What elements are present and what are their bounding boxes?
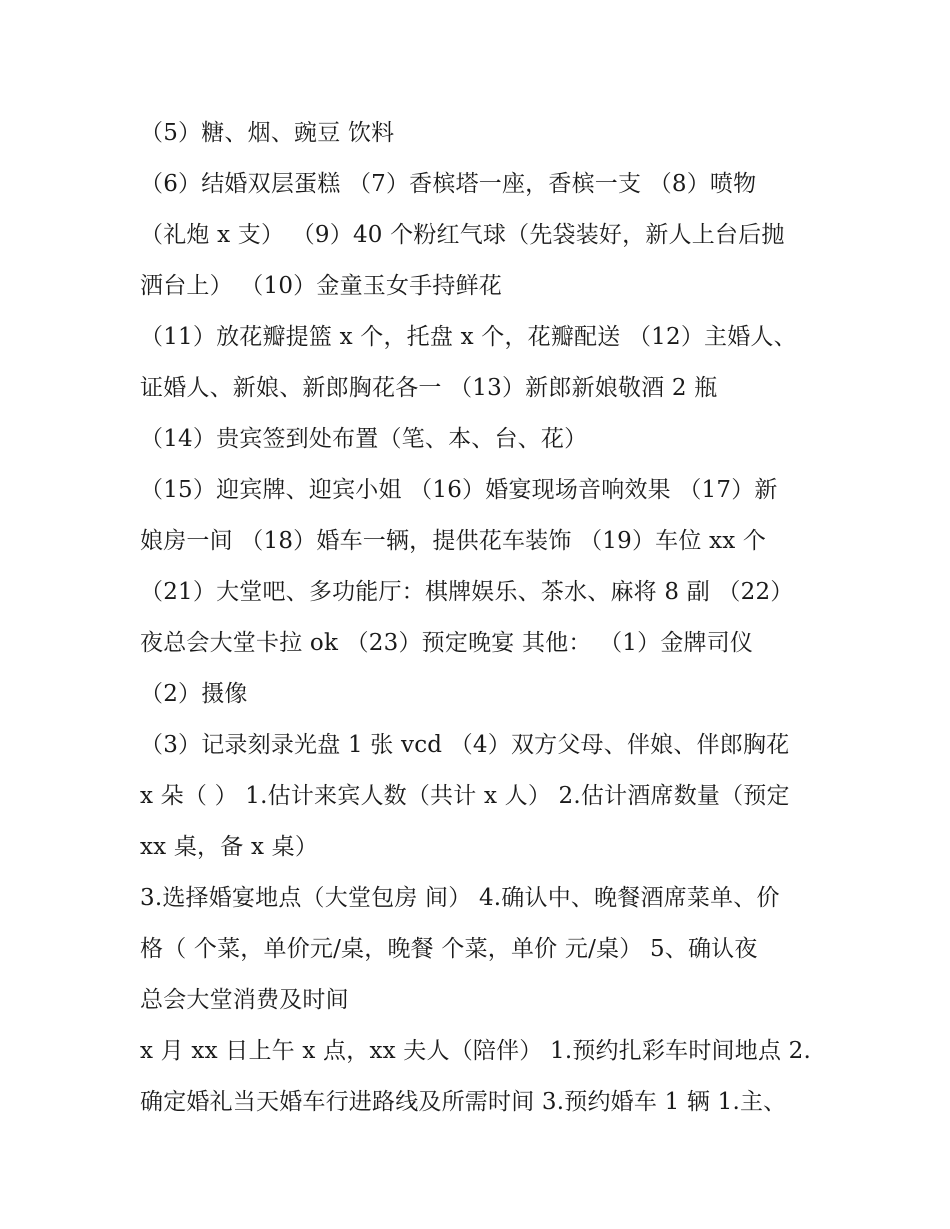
text-line: （3）记录刻录光盘 1 张 vcd （4）双方父母、伴娘、伴郎胸花	[140, 732, 790, 758]
document-body	[140, 108, 820, 1128]
text-line: 总会大堂消费及时间	[140, 987, 349, 1013]
text-line: （2）摄像	[140, 681, 248, 707]
text-line: （21）大堂吧、多功能厅：棋牌娱乐、茶水、麻将 8 副 （22）	[140, 579, 794, 605]
text-line: 娘房一间 （18）婚车一辆，提供花车装饰 （19）车位 xx 个	[140, 528, 767, 554]
text-line: 洒台上） （10）金童玉女手持鲜花	[140, 273, 502, 299]
text-line: （礼炮 x 支） （9）40 个粉红气球（先袋装好，新人上台后抛	[140, 222, 785, 248]
text-line: 确定婚礼当天婚车行进路线及所需时间 3.预约婚车 1 辆 1.主、	[140, 1089, 787, 1115]
text-line: 夜总会大堂卡拉 ok （23）预定晚宴 其他： （1）金牌司仪	[140, 630, 754, 656]
text-line: （11）放花瓣提篮 x 个，托盘 x 个，花瓣配送 （12）主婚人、	[140, 324, 797, 350]
text-line: （5）糖、烟、豌豆 饮料	[140, 120, 395, 146]
text-line: 格（ 个菜，单价元/桌，晚餐 个菜，单价 元/桌） 5、确认夜	[140, 936, 758, 962]
text-line: x 月 xx 日上午 x 点，xx 夫人（陪伴） 1.预约扎彩车时间地点 2.	[140, 1038, 812, 1064]
text-line: 证婚人、新娘、新郎胸花各一 （13）新郎新娘敬酒 2 瓶	[140, 375, 718, 401]
text-line: xx 桌，备 x 桌）	[140, 834, 319, 860]
text-line: （6）结婚双层蛋糕 （7）香槟塔一座，香槟一支 （8）喷物	[140, 171, 757, 197]
text-line: （14）贵宾签到处布置（笔、本、台、花）	[140, 426, 588, 452]
text-line: x 朵（ ） 1.估计来宾人数（共计 x 人） 2.估计酒席数量（预定	[140, 783, 790, 809]
text-line: 3.选择婚宴地点（大堂包房 间） 4.确认中、晚餐酒席菜单、价	[140, 885, 780, 911]
text-line: （15）迎宾牌、迎宾小姐 （16）婚宴现场音响效果 （17）新	[140, 477, 778, 503]
